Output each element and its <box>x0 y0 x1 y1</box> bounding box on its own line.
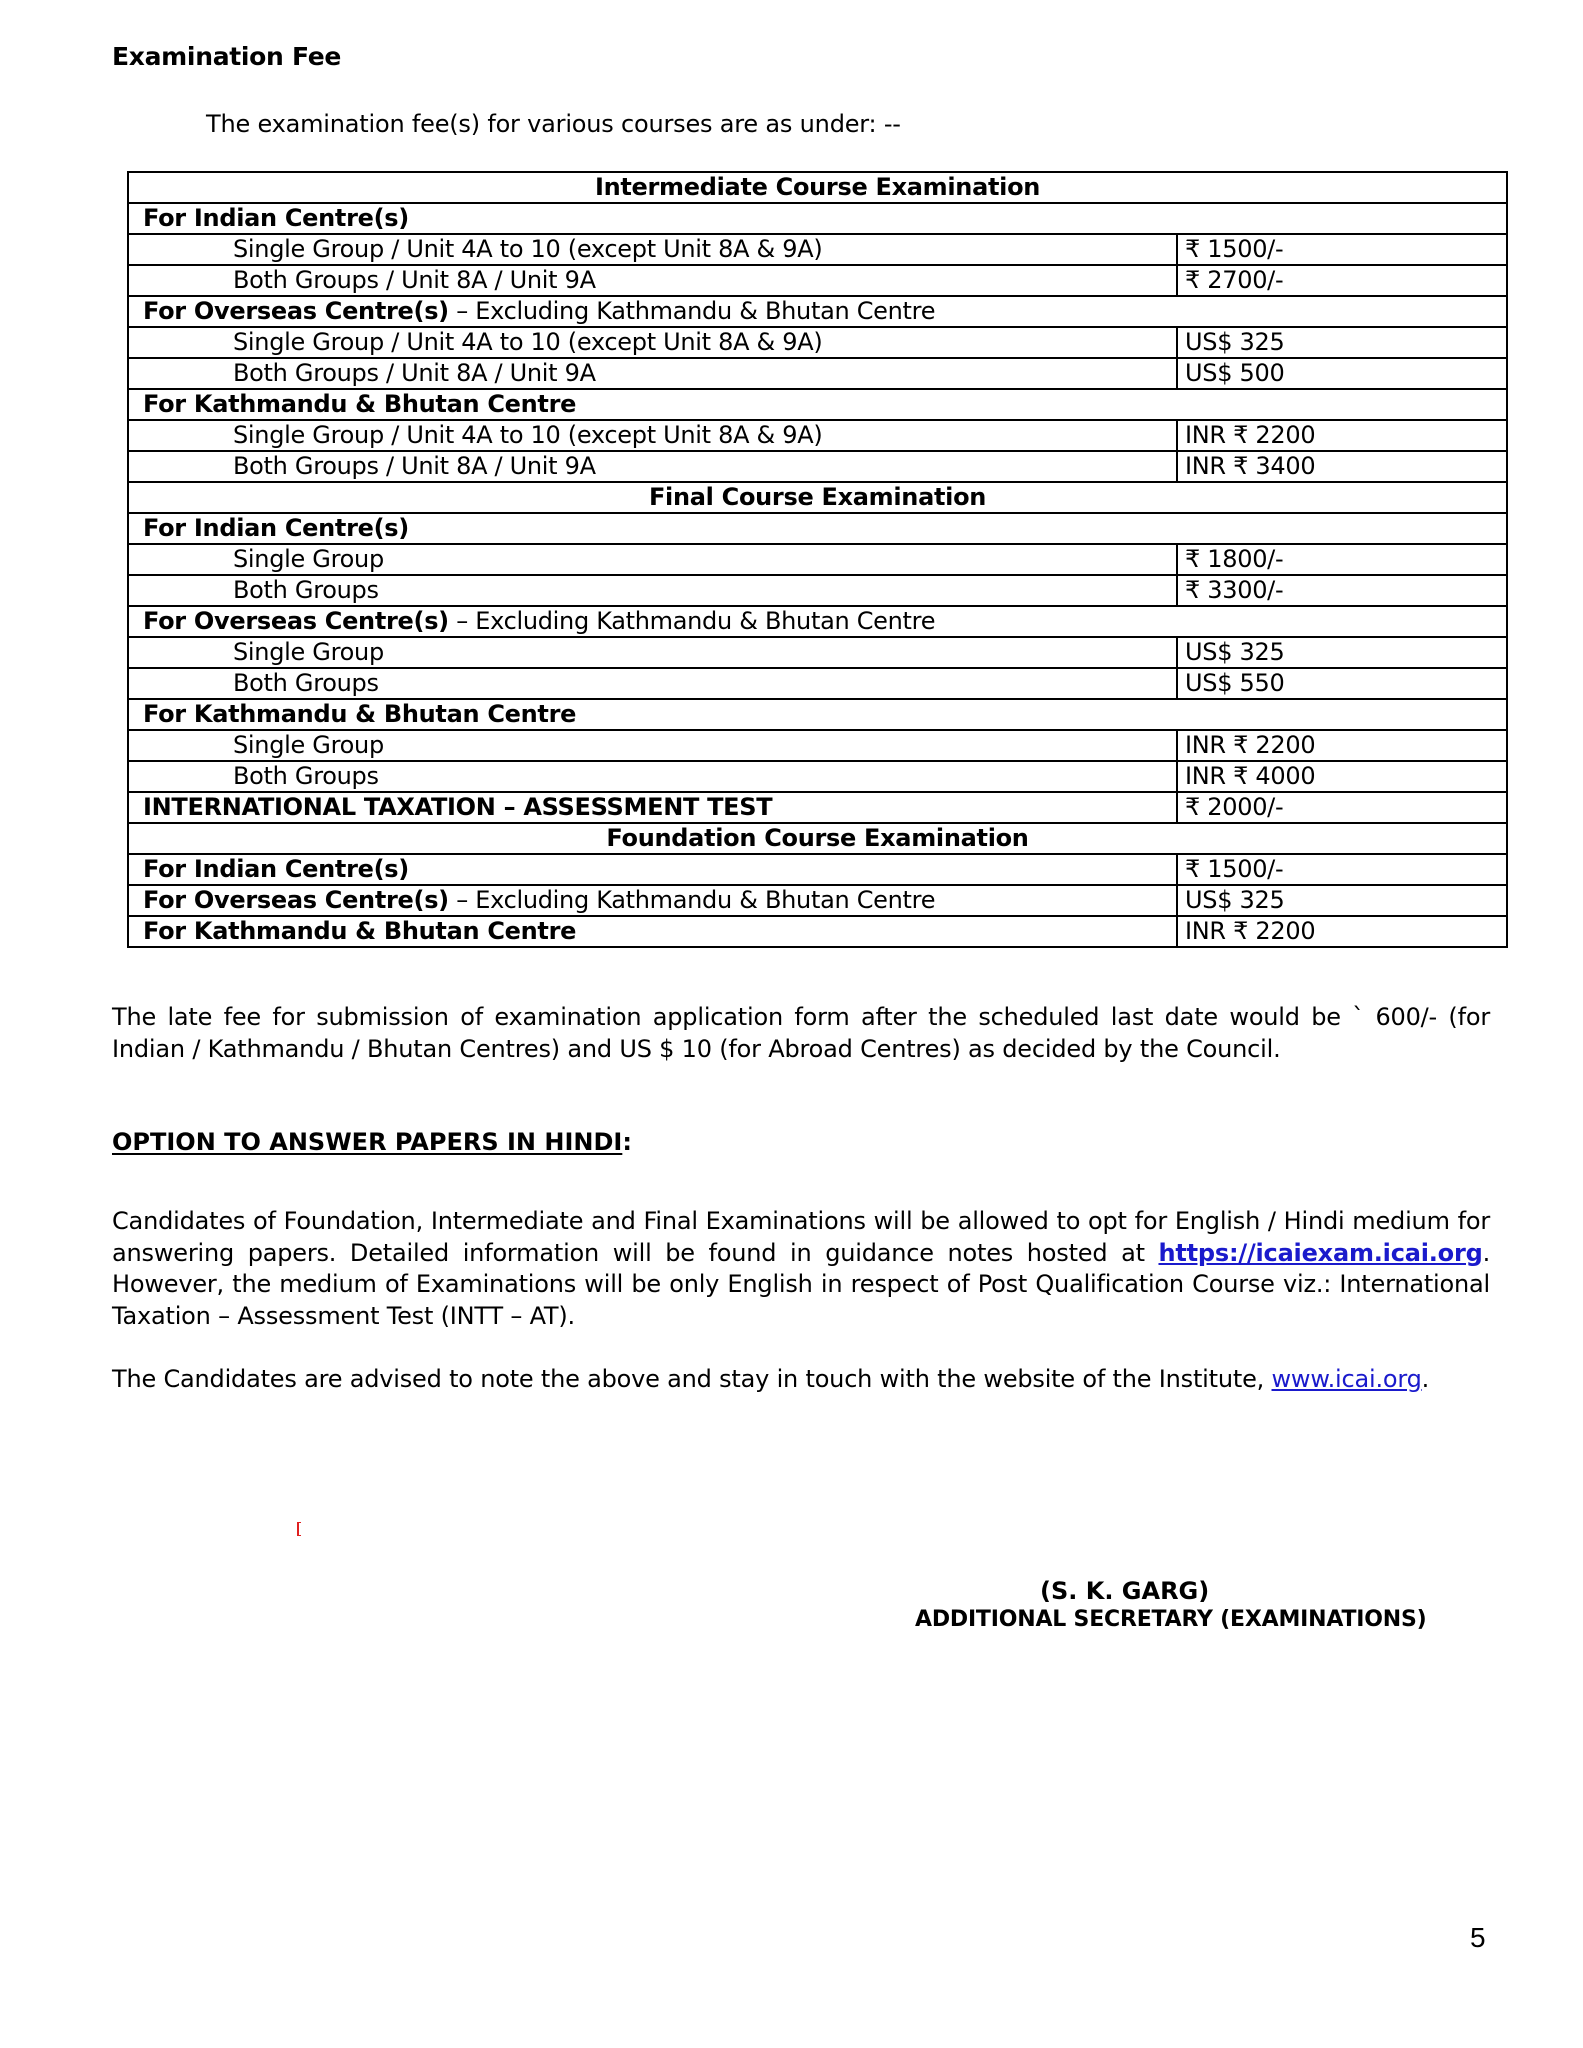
fee-table-row-section <box>128 823 1507 854</box>
annotation-mark <box>297 1522 301 1536</box>
centre-note: – Excluding Kathmandu & Bhutan Centre <box>448 297 936 325</box>
fee-table-row-item <box>128 451 1507 482</box>
fee-table-row-group-value <box>128 792 1507 823</box>
fee-table-row-section <box>128 482 1507 513</box>
fee-item-label: Single Group / Unit 4A to 10 (except Unit 8A & 9A) <box>128 327 1177 358</box>
advice-text-end: . <box>1421 1365 1430 1393</box>
fee-table-row-group <box>128 203 1507 234</box>
centre-note: – Excluding Kathmandu & Bhutan Centre <box>448 607 936 635</box>
centre-group-label <box>128 792 1177 823</box>
hindi-para-text-1: Candidates of Foundation, Intermediate and Final Examinations will be allowed to opt for English / Hindi medium for answering papers. Detailed information will be found in guidance notes hosted at <box>112 1207 1490 1267</box>
fee-amount: ₹ 2000/- <box>1177 792 1507 823</box>
centre-group-label <box>128 854 1177 885</box>
fee-table-row-item <box>128 544 1507 575</box>
fee-item-label: Single Group <box>128 730 1177 761</box>
advice-text: The Candidates are advised to note the above and stay in touch with the website of the Institute, <box>112 1365 1272 1393</box>
fee-table-row-item <box>128 265 1507 296</box>
fee-item-label: Single Group / Unit 4A to 10 (except Unit 8A & 9A) <box>128 420 1177 451</box>
fee-table-row-item <box>128 420 1507 451</box>
icaiexam-link[interactable]: https://icaiexam.icai.org <box>1158 1238 1483 1267</box>
fee-amount: INR ₹ 2200 <box>1177 420 1507 451</box>
course-section-header: Foundation Course Examination <box>128 823 1507 854</box>
centre-name: For Indian Centre(s) <box>143 514 409 542</box>
centre-name: For Kathmandu & Bhutan Centre <box>143 917 577 945</box>
fee-table-body <box>128 172 1507 947</box>
fee-table-row-group <box>128 513 1507 544</box>
icai-website-link[interactable]: www.icai.org <box>1271 1365 1422 1393</box>
centre-name: For Indian Centre(s) <box>143 855 409 883</box>
fee-amount: ₹ 3300/- <box>1177 575 1507 606</box>
centre-group-label <box>128 389 1507 420</box>
centre-name: For Overseas Centre(s) <box>143 607 449 635</box>
fee-item-label: Both Groups / Unit 8A / Unit 9A <box>128 358 1177 389</box>
fee-item-label: Both Groups <box>128 761 1177 792</box>
course-section-header: Intermediate Course Examination <box>128 172 1507 203</box>
advice-paragraph <box>112 1364 1490 1396</box>
hindi-section-heading <box>112 1128 632 1156</box>
centre-group-label <box>128 513 1507 544</box>
centre-name: For Kathmandu & Bhutan Centre <box>143 700 577 728</box>
fee-amount: US$ 500 <box>1177 358 1507 389</box>
fee-item-label: Both Groups <box>128 575 1177 606</box>
fee-amount: INR ₹ 2200 <box>1177 916 1507 947</box>
fee-amount: US$ 325 <box>1177 327 1507 358</box>
fee-table-row-item <box>128 730 1507 761</box>
fee-amount: INR ₹ 4000 <box>1177 761 1507 792</box>
centre-name: For Indian Centre(s) <box>143 204 409 232</box>
centre-name: INTERNATIONAL TAXATION – ASSESSMENT TEST <box>143 793 773 821</box>
late-fee-paragraph: The late fee for submission of examination application form after the scheduled last date would be ` 600/- (for Indian / Kathmandu / Bhutan Centres) and US $ 10 (for Abroad Centres) as decided by the Council. <box>112 1003 1490 1063</box>
page-title: Examination Fee <box>112 42 342 71</box>
fee-table-row-group <box>128 606 1507 637</box>
centre-group-label <box>128 885 1177 916</box>
page-number: 5 <box>1470 1922 1486 1953</box>
fee-amount: ₹ 1500/- <box>1177 234 1507 265</box>
centre-name: For Overseas Centre(s) <box>143 297 449 325</box>
signatory-name: (S. K. GARG) <box>1040 1577 1210 1605</box>
centre-group-label <box>128 916 1177 947</box>
fee-item-label: Single Group / Unit 4A to 10 (except Unit 8A & 9A) <box>128 234 1177 265</box>
fee-amount: US$ 550 <box>1177 668 1507 699</box>
fee-amount: INR ₹ 2200 <box>1177 730 1507 761</box>
centre-name: For Overseas Centre(s) <box>143 886 449 914</box>
hindi-heading-text: OPTION TO ANSWER PAPERS IN HINDI <box>112 1128 623 1156</box>
fee-table-row-item <box>128 575 1507 606</box>
fee-table-row-group-value <box>128 885 1507 916</box>
centre-group-label <box>128 699 1507 730</box>
fee-table-row-item <box>128 358 1507 389</box>
centre-note: – Excluding Kathmandu & Bhutan Centre <box>448 886 936 914</box>
fee-table-row-section <box>128 172 1507 203</box>
hindi-option-paragraph <box>112 1206 1490 1332</box>
fee-table-row-group-value <box>128 854 1507 885</box>
centre-group-label <box>128 296 1507 327</box>
fee-table-row-group <box>128 699 1507 730</box>
signatory-designation: ADDITIONAL SECRETARY (EXAMINATIONS) <box>915 1607 1427 1632</box>
fee-item-label: Single Group <box>128 544 1177 575</box>
course-section-header: Final Course Examination <box>128 482 1507 513</box>
fee-amount: ₹ 1500/- <box>1177 854 1507 885</box>
hindi-para-text-2: . However, the medium of Examinations will be only English in respect of Post Qualification Course viz.: International Taxation – Assessment Test (INTT – AT). <box>112 1238 1490 1330</box>
fee-item-label: Both Groups / Unit 8A / Unit 9A <box>128 265 1177 296</box>
fee-table-row-item <box>128 327 1507 358</box>
fee-item-label: Both Groups / Unit 8A / Unit 9A <box>128 451 1177 482</box>
fee-amount: US$ 325 <box>1177 885 1507 916</box>
fee-table-row-item <box>128 668 1507 699</box>
fee-amount: ₹ 1800/- <box>1177 544 1507 575</box>
centre-group-label <box>128 606 1507 637</box>
centre-group-label <box>128 203 1507 234</box>
fee-table-row-item <box>128 234 1507 265</box>
intro-text: The examination fee(s) for various courses are as under: -- <box>206 110 901 138</box>
fee-table-row-group <box>128 389 1507 420</box>
centre-name: For Kathmandu & Bhutan Centre <box>143 390 577 418</box>
hindi-heading-colon: : <box>622 1128 632 1156</box>
fee-table-row-item <box>128 761 1507 792</box>
fee-amount: ₹ 2700/- <box>1177 265 1507 296</box>
fee-table-row-group <box>128 296 1507 327</box>
fee-item-label: Both Groups <box>128 668 1177 699</box>
fee-amount: US$ 325 <box>1177 637 1507 668</box>
fee-table <box>127 171 1508 948</box>
fee-item-label: Single Group <box>128 637 1177 668</box>
fee-table-row-group-value <box>128 916 1507 947</box>
fee-amount: INR ₹ 3400 <box>1177 451 1507 482</box>
fee-table-row-item <box>128 637 1507 668</box>
